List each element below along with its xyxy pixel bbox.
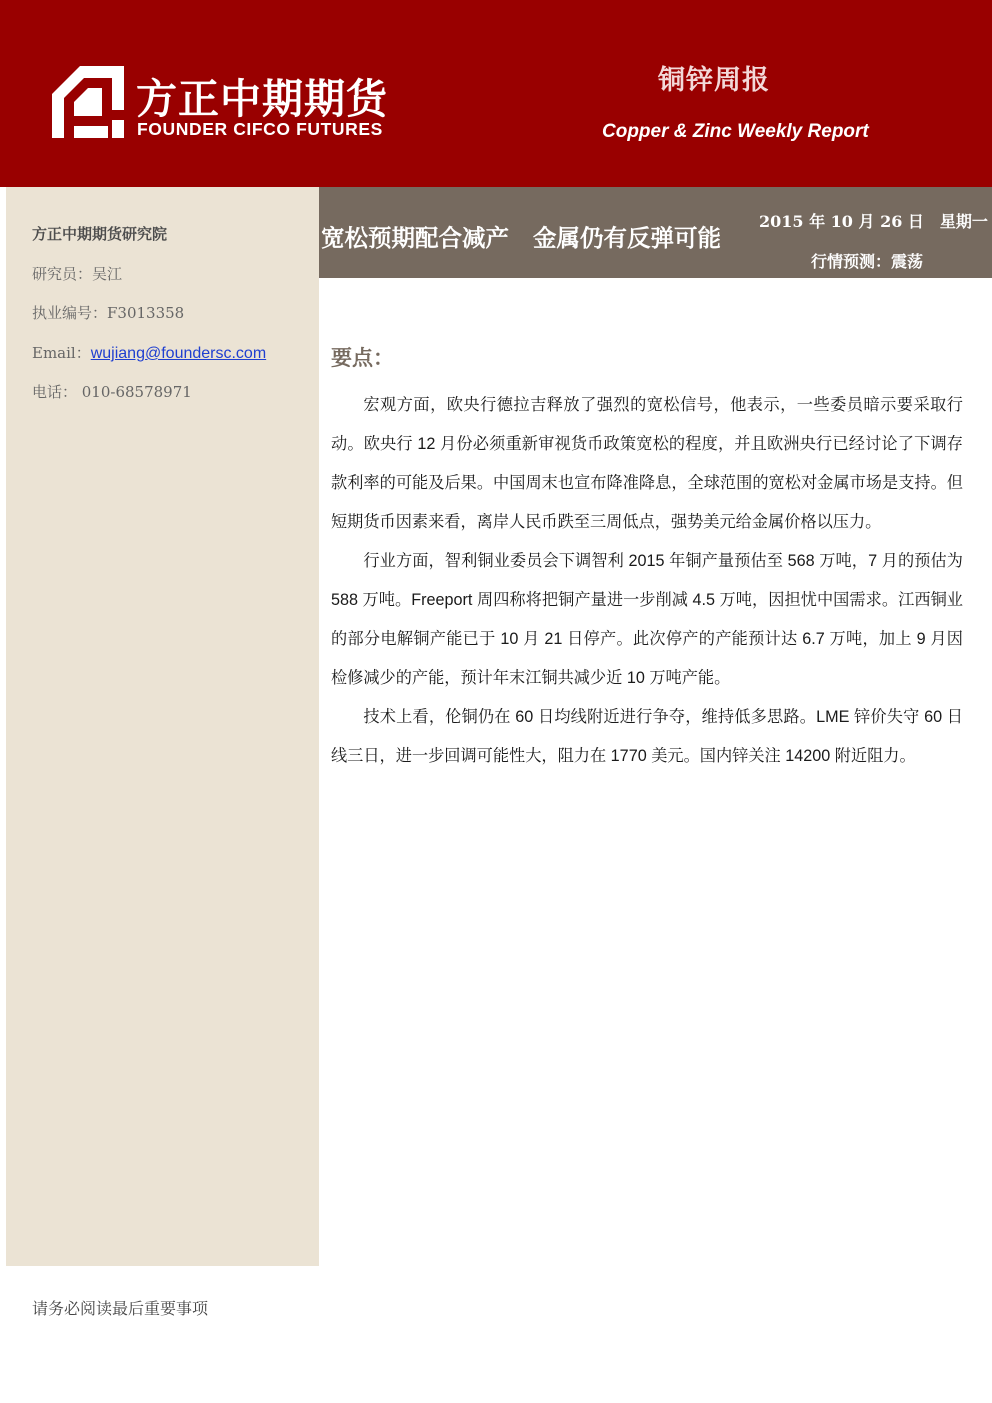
- report-title-chinese: 铜锌周报: [658, 65, 770, 96]
- report-date: 2015 年 10 月 26 日 星期一: [759, 212, 988, 231]
- author-sidebar: [6, 187, 319, 1266]
- logo-english-name: FOUNDER CIFCO FUTURES: [137, 119, 383, 139]
- paragraph-industry: 行业方面，智利铜业委员会下调智利 2015 年铜产量预估至 568 万吨，7 月的预估为 588 万吨。Freeport 周四称将把铜产量进一步削减 4.5 万吨，因担忧中国需求。江西铜业的部分电解铜产能已于 10 月 21 日停产。此次停产的产能预计达 6.7 万吨，加上 9 月因检修减少的产能，预计年末江铜共减少近 10 万吨产能。: [331, 552, 963, 687]
- market-forecast: 行情预测：震荡: [811, 252, 924, 271]
- paragraph-macro: 宏观方面，欧央行德拉吉释放了强烈的宽松信号，他表示，一些委员暗示要采取行动。欧央行 12 月份必须重新审视货币政策宽松的程度，并且欧洲央行已经讨论了下调存款利率的可能及后果。中国周末也宣布降准降息，全球范围的宽松对金属市场是支持。但短期货币因素来看，离岸人民币跌至三周低点，强势美元给金属价格以压力。: [331, 396, 963, 531]
- key-points-section: [331, 340, 963, 776]
- email-line: [32, 342, 266, 363]
- headline-part-2: 金属仍有反弹可能: [533, 224, 721, 252]
- email-link[interactable]: wujiang@foundersc.com: [90, 345, 267, 362]
- institute-name: 方正中期期货研究院: [32, 225, 168, 243]
- license-number: 执业编号：F3013358: [32, 304, 185, 322]
- email-label: Email：: [32, 344, 91, 362]
- logo-chinese-name: 方正中期期货: [136, 75, 388, 123]
- phone-number: 电话： 010-68578971: [32, 383, 192, 401]
- report-title-english: Copper & Zinc Weekly Report: [602, 121, 869, 142]
- company-logo-icon: [52, 66, 124, 138]
- report-header: [0, 0, 992, 187]
- disclaimer-note: 请务必阅读最后重要事项: [32, 1299, 209, 1318]
- headline-part-1: 宽松预期配合减产: [321, 224, 509, 252]
- title-bar: [319, 187, 992, 278]
- headline: [321, 219, 721, 253]
- analyst-name: 研究员：吴江: [32, 265, 123, 283]
- key-points-title: 要点：: [331, 346, 394, 370]
- paragraph-technical: 技术上看，伦铜仍在 60 日均线附近进行争夺，维持低多思路。LME 锌价失守 60 日线三日，进一步回调可能性大，阻力在 1770 美元。国内锌关注 14200 附近阻力。: [331, 708, 963, 765]
